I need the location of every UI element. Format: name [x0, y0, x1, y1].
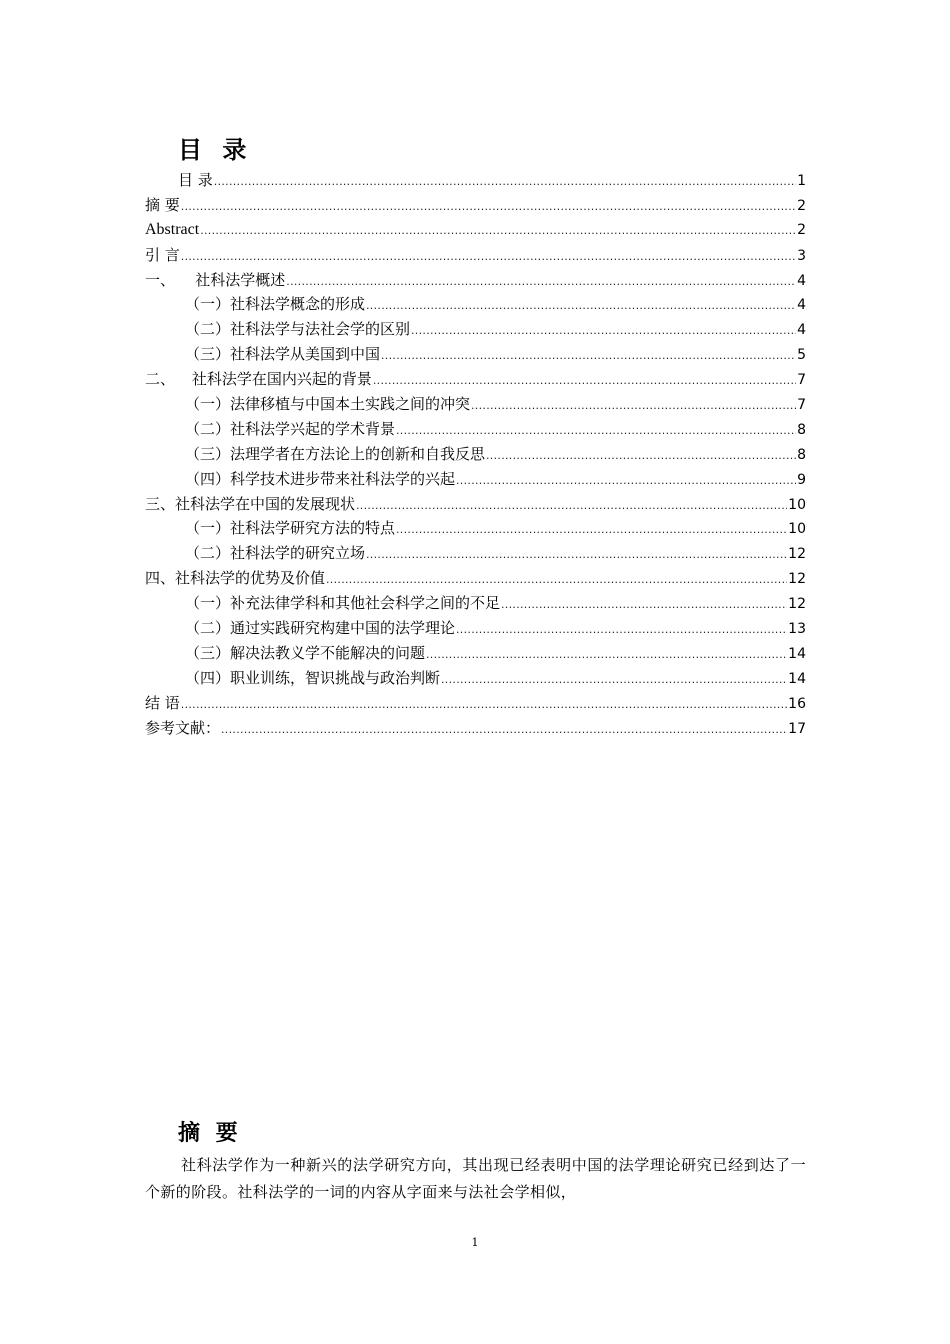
toc-entry-2-3[interactable]	[145, 442, 806, 467]
toc-leader	[411, 319, 796, 344]
toc-entry-label: （二）社科法学兴起的学术背景	[185, 419, 396, 438]
toc-leader	[396, 518, 787, 543]
toc-entry-4-2[interactable]	[145, 616, 806, 641]
toc-leader	[286, 270, 796, 295]
toc-entry-chapter-2[interactable]	[145, 367, 806, 392]
toc-entry-chapter-1[interactable]	[145, 268, 806, 293]
toc-leader	[373, 369, 796, 394]
toc-entry-label: （三）社科法学从美国到中国	[185, 345, 381, 364]
toc-entry-3-1[interactable]	[145, 516, 806, 541]
toc-leader	[181, 195, 796, 220]
toc-leader	[356, 494, 787, 519]
abstract-body: 社科法学作为一种新兴的法学研究方向，其出现已经表明中国的法学理论研究已经到达了一个新的阶段。社科法学的一词的内容从字面来与法社会学相似，	[145, 1156, 806, 1201]
toc-entry-4-1[interactable]	[145, 591, 806, 616]
toc-leader	[486, 444, 796, 469]
toc-page-number: 16	[788, 695, 806, 712]
toc-leader	[181, 693, 787, 718]
toc-entry-label: （一）法律移植与中国本土实践之间的冲突	[185, 395, 471, 414]
toc-entry-3-2[interactable]	[145, 541, 806, 566]
toc-leader	[221, 718, 787, 743]
toc-leader	[471, 394, 796, 419]
toc-entry-label: 四、社科法学的优势及价值	[145, 569, 326, 588]
toc-page-number: 3	[797, 247, 806, 264]
toc-entry-label: 结 语	[145, 693, 180, 712]
toc-page-number: 14	[788, 645, 806, 662]
toc-entry-1-2[interactable]	[145, 317, 806, 342]
toc-entry-label: （四）科学技术进步带来社科法学的兴起	[185, 469, 456, 488]
toc-page-number: 8	[797, 421, 806, 438]
toc-entry-label: （一）社科法学研究方法的特点	[185, 519, 396, 538]
toc-leader	[426, 643, 787, 668]
toc-entry-4-4[interactable]	[145, 666, 806, 691]
toc-page-number: 7	[797, 397, 806, 414]
toc-page-number: 13	[788, 621, 806, 638]
toc-leader	[366, 543, 787, 568]
toc-entry-label: （三）法理学者在方法论上的创新和自我反思	[185, 444, 486, 463]
toc-entry-label: 三、社科法学在中国的发展现状	[145, 494, 356, 513]
toc-page-number: 12	[788, 546, 806, 563]
toc-entry-label: （二）通过实践研究构建中国的法学理论	[185, 619, 456, 638]
toc-entry-label: （二）社科法学的研究立场	[185, 544, 366, 563]
toc-entry-introduction[interactable]	[145, 243, 806, 268]
toc-entry-2-2[interactable]	[145, 417, 806, 442]
toc-entry-number: 二、	[145, 370, 176, 389]
toc-entry-label: （一）补充法律学科和其他社会科学之间的不足	[185, 594, 501, 613]
toc-entry-1-3[interactable]	[145, 342, 806, 367]
toc-entry-1-1[interactable]	[145, 292, 806, 317]
toc-entry-chapter-4[interactable]	[145, 566, 806, 591]
toc-page-number: 4	[797, 297, 806, 314]
toc-leader	[456, 469, 796, 494]
toc-entry-number: 一、	[145, 270, 176, 289]
toc-page-number: 9	[797, 471, 806, 488]
table-of-contents	[145, 168, 806, 740]
toc-page-number: 2	[797, 197, 806, 214]
toc-leader	[181, 245, 796, 270]
toc-page-number: 4	[797, 272, 806, 289]
toc-page-number: 14	[788, 670, 806, 687]
toc-entry-references[interactable]	[145, 716, 806, 741]
toc-entry-label: 社科法学概述	[195, 270, 286, 289]
toc-entry-label: （三）解决法教义学不能解决的问题	[185, 643, 426, 662]
toc-entry-abstract-en[interactable]	[145, 218, 806, 243]
toc-page-number: 10	[788, 496, 806, 513]
toc-entry-2-1[interactable]	[145, 392, 806, 417]
toc-page-number: 7	[797, 372, 806, 389]
page-number: 1	[471, 1236, 479, 1249]
toc-entry-abstract-cn[interactable]	[145, 193, 806, 218]
toc-leader	[456, 618, 787, 643]
toc-page-number: 1	[797, 173, 806, 189]
toc-entry-label: 社科法学在国内兴起的背景	[191, 370, 372, 389]
toc-leader	[381, 344, 796, 369]
toc-leader	[326, 568, 787, 593]
toc-entry-label: 引 言	[145, 245, 180, 264]
toc-entry-chapter-3[interactable]	[145, 492, 806, 517]
toc-entry-4-3[interactable]	[145, 641, 806, 666]
toc-page-number: 12	[788, 571, 806, 588]
toc-leader	[501, 593, 787, 618]
toc-leader	[396, 419, 796, 444]
toc-entry-label: Abstract	[145, 220, 200, 238]
toc-page-number: 12	[788, 596, 806, 613]
toc-entry-label: （二）社科法学与法社会学的区别	[185, 320, 411, 339]
toc-page-number: 5	[797, 347, 806, 364]
toc-page-number: 10	[788, 521, 806, 538]
toc-entry-label: （一）社科法学概念的形成	[185, 295, 366, 314]
toc-leader	[366, 294, 796, 319]
toc-page-number: 17	[788, 720, 806, 737]
toc-leader	[200, 219, 796, 244]
toc-page-number: 2	[797, 221, 806, 238]
toc-leader	[441, 668, 787, 693]
toc-page-number: 4	[797, 322, 806, 339]
abstract-title: 摘 要	[178, 1121, 242, 1146]
toc-title: 目 录	[178, 136, 253, 164]
toc-page-number: 8	[797, 446, 806, 463]
toc-leader	[214, 170, 796, 195]
toc-entry-contents[interactable]	[145, 168, 806, 193]
toc-entry-label: 目 录	[178, 171, 213, 189]
toc-entry-label: 摘 要	[145, 195, 180, 214]
toc-entry-2-4[interactable]	[145, 467, 806, 492]
toc-entry-label: （四）职业训练，智识挑战与政治判断	[185, 668, 441, 687]
toc-entry-conclusion[interactable]	[145, 691, 806, 716]
toc-entry-label: 参考文献：	[145, 718, 221, 737]
